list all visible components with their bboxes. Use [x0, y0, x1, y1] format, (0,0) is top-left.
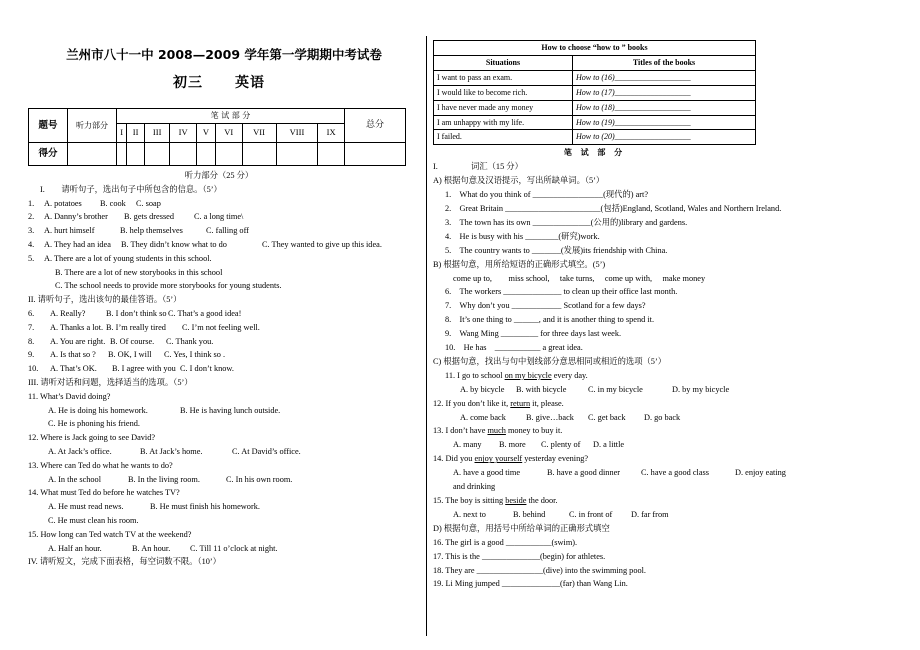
phrase-list: come up to, miss school, take turns, come up with, make money	[453, 273, 706, 283]
section-title: I. 请听句子，选出句子中所包含的信息。（5’）	[40, 184, 222, 194]
numeral-cell: VII	[242, 124, 276, 143]
right-column	[433, 40, 833, 591]
score-cell[interactable]	[242, 143, 276, 166]
fill-item[interactable]: 2. Great Britain _______________________(包括)England, Scotland, Wales and Northern Ireland.	[445, 203, 782, 213]
score-cell[interactable]	[170, 143, 197, 166]
question-row: 8. A. You are right. B. Of course. C. Thank you.	[28, 336, 214, 346]
exam-subtitle	[28, 72, 410, 94]
fill-item[interactable]: 18. They are ________________(dive) into the swimming pool.	[433, 565, 647, 575]
question-row: 6. A. Really? B. I don’t think so C. That’s a good idea!	[28, 308, 242, 318]
section-title: B) 根据句意，用所给短语的正确形式填空。(5’)	[433, 259, 606, 269]
question-row: 1. A. potatoes B. cook C. soap	[28, 198, 161, 208]
score-cell[interactable]	[345, 143, 406, 166]
subject-label: 英语	[235, 75, 265, 91]
option-line: C. He is phoning his friend.	[48, 419, 140, 429]
fill-item[interactable]: 16. The girl is a good ___________(swim).	[433, 537, 578, 547]
option-line[interactable]: A. by bicycle B. with bicycle C. in my bicycle D. by my bicycle	[460, 384, 730, 394]
answer-blank[interactable]: How to (18)___________________	[573, 100, 756, 115]
question-row: 10. A. That’s OK. B. I agree with you C. I don’t know.	[28, 364, 234, 374]
numeral-cell: II	[127, 124, 145, 143]
written-part-label: 笔 试 部 分	[117, 109, 345, 124]
option-line: C. The school needs to provide more storybooks for young students.	[55, 281, 282, 291]
option-line[interactable]: A. have a good time B. have a good dinner C. have a good class D. enjoy eating	[453, 468, 786, 478]
fill-item[interactable]: 10. He has ___________ a great idea.	[445, 343, 583, 353]
score-cell[interactable]	[276, 143, 318, 166]
score-cell[interactable]	[215, 143, 242, 166]
question-stem: 13. Where can Ted do what he wants to do?	[28, 460, 173, 470]
section-title: II. 请听句子，选出该句的最佳答语。（5’）	[28, 295, 182, 305]
score-row	[29, 143, 406, 166]
col-titles: Titles of the books	[573, 55, 756, 70]
section-title: IV. 请听短文，完成下面表格，每空词数不限。（10’）	[28, 557, 221, 567]
score-label: 得分	[29, 143, 68, 166]
question-stem: 13. I don’t have much money to buy it.	[433, 426, 563, 436]
numeral-cell: VIII	[276, 124, 318, 143]
answer-blank[interactable]: How to (20)___________________	[573, 130, 756, 145]
fill-item[interactable]: 19. Li Ming jumped ______________(far) than Wang Lin.	[433, 579, 628, 589]
answer-blank[interactable]: How to (19)___________________	[573, 115, 756, 130]
total-label: 总分	[345, 109, 406, 143]
option-line: A. He must read news. B. He must finish his homework.	[48, 502, 260, 512]
fill-item[interactable]: 7. Why don’t you ____________ Scotland for a few days?	[445, 301, 646, 311]
score-cell[interactable]	[196, 143, 215, 166]
numeral-cell: III	[145, 124, 170, 143]
table-row: I want to pass an exam. How to (16)___________________	[434, 70, 756, 85]
question-row: 9. A. Is that so ? B. OK, I will C. Yes, I think so .	[28, 350, 226, 360]
option-line: A. In the school B. In the living room. C. In his own room.	[48, 474, 293, 484]
howto-caption: How to choose “how to ” books	[434, 41, 756, 56]
howto-table	[433, 40, 756, 145]
numeral-cell: I	[117, 124, 127, 143]
answer-blank[interactable]: How to (17)___________________	[573, 85, 756, 100]
option-line: A. At Jack’s office. B. At Jack’s home. C. At David’s office.	[48, 446, 301, 456]
question-stem: 11. What’s David doing?	[28, 391, 111, 401]
table-row: I would like to become rich. How to (17)___________________	[434, 85, 756, 100]
exam-title: 兰州市八十一中 2008—2009 学年第一学期期中考试卷	[66, 47, 382, 62]
question-row: 5. A. There are a lot of young students in this school.	[28, 253, 212, 263]
option-line[interactable]: A. many B. more C. plenty of D. a little	[453, 440, 625, 450]
left-column	[28, 46, 410, 569]
table-row: I failed. How to (20)___________________	[434, 130, 756, 145]
question-row: 4. A. They had an idea B. They didn’t know what to do C. They wanted to give up this idea.	[28, 239, 382, 249]
answer-blank[interactable]: How to (16)___________________	[573, 70, 756, 85]
numeral-cell: IX	[318, 124, 345, 143]
question-stem: 12. Where is Jack going to see David?	[28, 433, 156, 443]
option-line[interactable]: A. next to B. behind C. in front of D. far from	[453, 509, 669, 519]
listening-heading: 听力部分（25 分）	[184, 171, 254, 180]
question-row: 3. A. hurt himself B. help themselves C. falling off	[28, 226, 249, 236]
section-title: A) 根据句意及汉语提示，写出所缺单词。（5’）	[433, 176, 605, 186]
score-cell[interactable]	[145, 143, 170, 166]
score-cell[interactable]	[68, 143, 117, 166]
question-row: 7. A. Thanks a lot. B. I’m really tired C. I’m not feeling well.	[28, 322, 260, 332]
option-line: C. He must clean his room.	[48, 515, 139, 525]
fill-item[interactable]: 1. What do you think of _________________(现代的) art?	[445, 190, 649, 200]
question-stem: 11. I go to school on my bicycle every day.	[445, 370, 588, 380]
question-stem: 14. Did you enjoy yourself yesterday evening?	[433, 454, 589, 464]
question-row: 2. A. Danny’s brother B. gets dressed C. a long time\	[28, 212, 244, 222]
table-row: I have never made any money How to (18)___________________	[434, 100, 756, 115]
option-line[interactable]: A. come back B. give…back C. get back D. go back	[460, 412, 681, 422]
option-line: B. There are a lot of new storybooks in this school	[55, 267, 223, 277]
option-line: and drinking	[453, 482, 496, 492]
question-stem: 15. The boy is sitting beside the door.	[433, 496, 558, 505]
fill-item[interactable]: 9. Wang Ming _________ for three days last week.	[445, 329, 622, 339]
question-number-label: 题号	[29, 109, 68, 143]
grade-label: 初三	[173, 75, 203, 91]
numeral-cell: IV	[170, 124, 197, 143]
fill-item[interactable]: 4. He is busy with his ________(研究)work.	[445, 231, 600, 241]
question-stem: 12. If you don’t like it, return it, please.	[433, 398, 564, 408]
section-title: I. 词汇（15 分）	[433, 162, 523, 172]
col-situations: Situations	[434, 55, 573, 70]
score-cell[interactable]	[117, 143, 127, 166]
section-title: D) 根据句意，用括号中所给单词的正确形式填空	[433, 523, 610, 533]
score-cell[interactable]	[318, 143, 345, 166]
written-heading: 笔 试 部 分	[563, 148, 626, 158]
score-cell[interactable]	[127, 143, 145, 166]
fill-item[interactable]: 17. This is the ______________(begin) for athletes.	[433, 551, 606, 561]
fill-item[interactable]: 3. The town has its own ______________(公用的)library and gardens.	[445, 217, 688, 227]
section-title: III. 请听对话和问题，选择适当的选项。（5’）	[28, 377, 193, 387]
numeral-cell: VI	[215, 124, 242, 143]
section-title: C) 根据句意，找出与句中划线部分意思相同或相近的选项（5’）	[433, 356, 667, 366]
score-table	[28, 108, 406, 166]
table-row: I am unhappy with my life. How to (19)___________________	[434, 115, 756, 130]
question-stem: 14. What must Ted do before he watches TV?	[28, 488, 180, 498]
fill-item[interactable]: 8. It’s one thing to ______, and it is another thing to spend it.	[445, 315, 655, 325]
option-line: A. Half an hour. B. An hour. C. Till 11 o’clock at night.	[48, 543, 278, 553]
fill-item[interactable]: 5. The country wants to _______(发展)its friendship with China.	[445, 245, 668, 255]
fill-item[interactable]: 6. The workers ______________ to clean up their office last month.	[445, 287, 678, 297]
question-stem: 15. How long can Ted watch TV at the weekend?	[28, 529, 192, 539]
option-line: A. He is doing his homework. B. He is having lunch outside.	[48, 405, 281, 415]
column-divider	[426, 36, 427, 636]
numeral-cell: V	[196, 124, 215, 143]
listening-part-label: 听力部分	[68, 109, 117, 143]
